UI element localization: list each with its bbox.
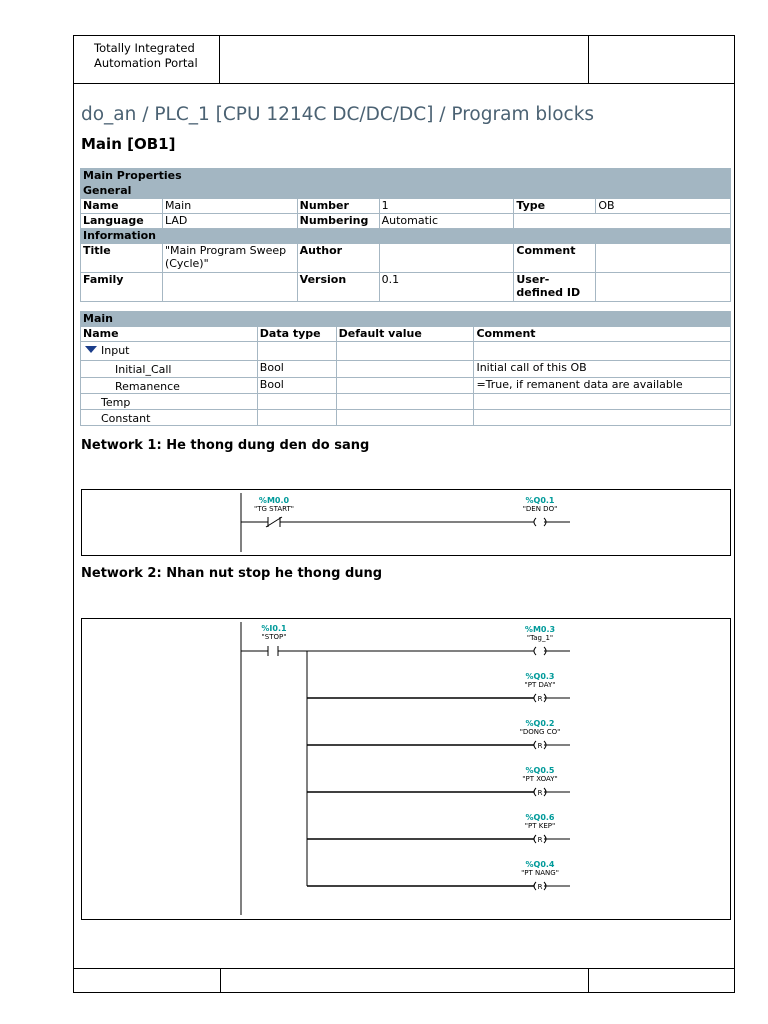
coil-tag: "PT XOAY"	[522, 775, 558, 783]
row-name: Initial_Call	[81, 361, 258, 378]
portal-name	[74, 36, 220, 83]
header-divider	[588, 36, 589, 83]
network-1-title: Network 1: He thong dung den do sang	[81, 438, 370, 453]
row-comment: Initial call of this OB	[474, 361, 731, 378]
input-section-row[interactable]	[81, 342, 258, 361]
reset-coil	[307, 766, 570, 797]
page-header	[73, 35, 735, 84]
numbering-label: Numbering	[297, 214, 379, 229]
family-value	[162, 273, 297, 302]
row-type: Bool	[257, 361, 336, 378]
no-contact-icon	[241, 646, 307, 886]
contact-address: %I0.1	[261, 624, 287, 633]
coil-tag: "PT KEP"	[524, 822, 556, 830]
portal-line-1: Totally Integrated	[94, 41, 195, 55]
ladder-rung-1	[82, 490, 730, 555]
nc-contact-icon	[241, 517, 534, 527]
row-type: Bool	[257, 378, 336, 394]
coil-tag: "DONG CO"	[519, 728, 561, 736]
coil-address: %M0.3	[524, 625, 556, 634]
comment-value	[596, 244, 731, 273]
network-2-title: Network 2: Nhan nut stop he thong dung	[81, 566, 383, 581]
reset-coil	[307, 719, 570, 750]
reset-letter-icon: R	[537, 695, 543, 703]
coil-left-icon	[534, 882, 536, 890]
reset-coil	[307, 860, 570, 891]
coil	[278, 625, 570, 655]
contact-tag: "STOP"	[261, 633, 287, 641]
network-1-diagram	[81, 489, 731, 556]
reset-coil	[307, 672, 570, 703]
name-label: Name	[81, 199, 163, 214]
coil-address: %Q0.6	[525, 813, 555, 822]
comment-label: Comment	[514, 244, 596, 273]
temp-label: Temp	[81, 394, 258, 410]
coil-address: %Q0.5	[525, 766, 555, 775]
constant-label: Constant	[81, 410, 258, 426]
collapse-triangle-icon[interactable]	[85, 346, 97, 354]
reset-coil	[307, 813, 570, 844]
col-default-value: Default value	[336, 327, 474, 342]
coil-tag: "Tag_1"	[526, 634, 554, 642]
family-label: Family	[81, 273, 163, 302]
reset-letter-icon: R	[537, 742, 543, 750]
number-label: Number	[297, 199, 379, 214]
coil-tag: "DEN DO"	[522, 505, 558, 513]
coil-left-icon	[534, 788, 536, 796]
network-2-diagram	[81, 618, 731, 920]
col-name: Name	[81, 327, 258, 342]
footer-divider	[588, 969, 589, 992]
input-label: Input	[101, 344, 130, 357]
numbering-value: Automatic	[379, 214, 514, 229]
section-general: General	[81, 184, 731, 199]
footer-divider	[220, 969, 221, 992]
interface-table	[80, 311, 731, 426]
col-comment: Comment	[474, 327, 731, 342]
contact-address: %M0.0	[258, 496, 290, 505]
author-label: Author	[297, 244, 379, 273]
row-default	[336, 378, 474, 394]
col-data-type: Data type	[257, 327, 336, 342]
author-value	[379, 244, 514, 273]
coil-address: %Q0.1	[525, 496, 555, 505]
page-footer	[73, 968, 735, 993]
reset-letter-icon: R	[537, 789, 543, 797]
language-value: LAD	[162, 214, 297, 229]
properties-table	[80, 168, 731, 302]
project-path: do_an / PLC_1 [CPU 1214C DC/DC/DC] / Program blocks	[81, 104, 595, 125]
coil-left-icon	[534, 647, 536, 655]
title-value: "Main Program Sweep (Cycle)"	[162, 244, 297, 273]
reset-letter-icon: R	[537, 836, 543, 844]
userid-label: User-defined ID	[514, 273, 596, 302]
row-default	[336, 361, 474, 378]
language-label: Language	[81, 214, 163, 229]
ladder-rung-2	[82, 619, 730, 919]
block-title: Main [OB1]	[81, 135, 176, 153]
coil-left-icon	[534, 741, 536, 749]
coil-tag: "PT DAY"	[524, 681, 556, 689]
empty-cell	[514, 214, 731, 229]
type-value: OB	[596, 199, 731, 214]
coil-left-icon	[534, 835, 536, 843]
version-value: 0.1	[379, 273, 514, 302]
userid-value	[596, 273, 731, 302]
type-label: Type	[514, 199, 596, 214]
section-interface: Main	[81, 312, 731, 327]
version-label: Version	[297, 273, 379, 302]
name-value: Main	[162, 199, 297, 214]
section-main-properties: Main Properties	[81, 169, 731, 184]
contact-tag: "TG START"	[254, 505, 294, 513]
row-name: Remanence	[81, 378, 258, 394]
number-value: 1	[379, 199, 514, 214]
portal-line-2: Automation Portal	[94, 56, 198, 70]
coil-address: %Q0.3	[525, 672, 555, 681]
coil-tag: "PT NANG"	[521, 869, 559, 877]
title-label: Title	[81, 244, 163, 273]
coil-address: %Q0.2	[525, 719, 555, 728]
coil-left-icon	[534, 694, 536, 702]
reset-letter-icon: R	[537, 883, 543, 891]
section-information: Information	[81, 229, 731, 244]
row-comment: =True, if remanent data are available	[474, 378, 731, 394]
coil-icon	[534, 518, 570, 526]
coil-address: %Q0.4	[525, 860, 555, 869]
